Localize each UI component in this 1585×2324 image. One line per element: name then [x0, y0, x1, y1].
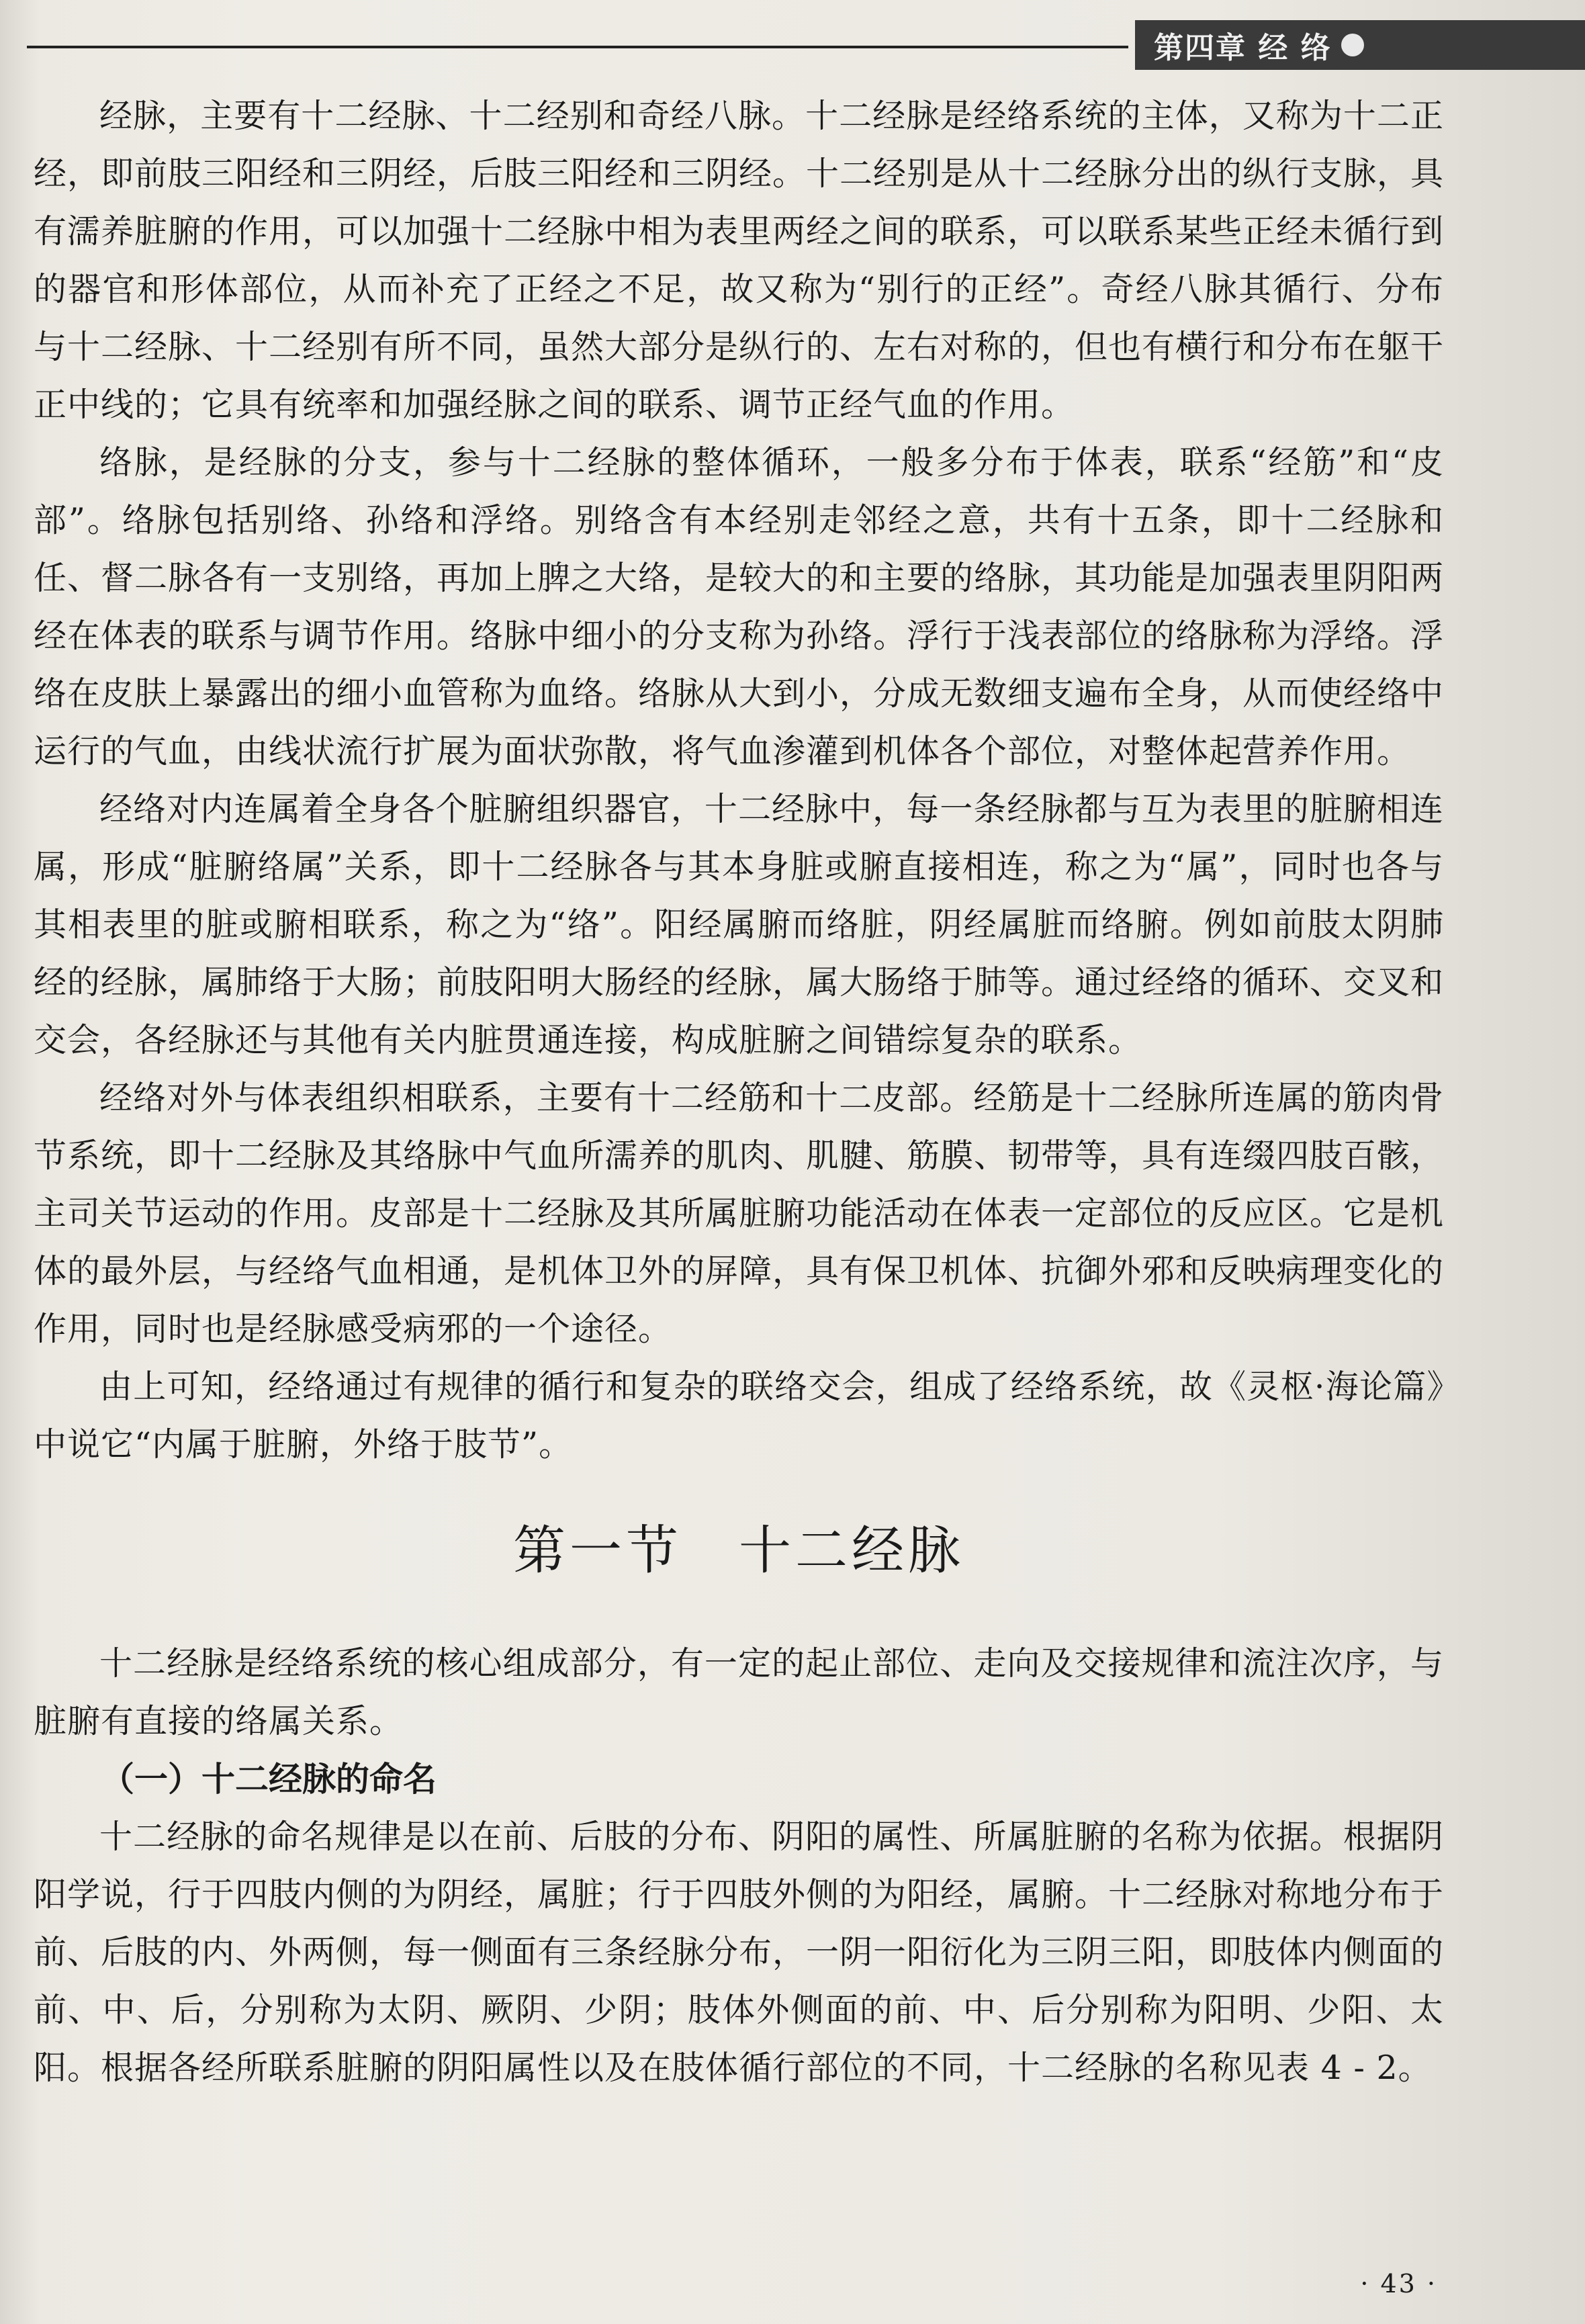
page-number: · 43 ·: [1360, 2269, 1437, 2298]
paragraph-summary: 由上可知，经络通过有规律的循行和复杂的联络交会，组成了经络系统，故《灵枢·海论篇》中说它“内属于脏腑，外络于肢节”。: [34, 1368, 1444, 1464]
section-body: 十二经脉的命名规律是以在前、后肢的分布、阴阳的属性、所属脏腑的名称为依据。根据阴阳学说，行于四肢内侧的为阴经，属脏；行于四肢外侧的为阳经，属腑。十二经脉对称地分布于前、后肢的内、外两侧，每一侧面有三条经脉分布，一阴一阳衍化为三阴三阳，即肢体内侧面的前、中、后，分别称为太阴、厥阴、少阴；肢体外侧面的前、中、后分别称为阳明、少阳、太阳。根据各经所联系脏腑的阴阳属性以及在肢体循行部位的不同，十二经脉的名称见表 4 - 2。: [34, 1818, 1445, 2087]
section-intro: 十二经脉是经络系统的核心组成部分，有一定的起止部位、走向及交接规律和流注次序，与脏腑有直接的络属关系。: [34, 1644, 1444, 1740]
subsection-heading: （一）十二经脉的命名: [101, 1760, 437, 1799]
paragraph-meridians: 经脉，主要有十二经脉、十二经别和奇经八脉。十二经脉是经络系统的主体，又称为十二正经，即前肢三阳经和三阴经，后肢三阳经和三阴经。十二经别是从十二经脉分出的纵行支脉，具有濡养脏腑的作用，可以加强十二经脉中相为表里两经之间的联系，可以联系某些正经未循行到的器官和形体部位，从而补充了正经之不足，故又称为“别行的正经”。奇经八脉其循行、分布与十二经脉、十二经别有所不同，虽然大部分是纵行的、左右对称的，但也有横行和分布在躯干正中线的；它具有统率和加强经脉之间的联系、调节正经气血的作用。: [34, 97, 1445, 424]
paragraph-collaterals: 络脉，是经脉的分支，参与十二经脉的整体循环，一般多分布于体表，联系“经筋”和“皮部”。络脉包括别络、孙络和浮络。别络含有本经别走邻经之意，共有十五条，即十二经脉和任、督二脉各有一支别络，再加上脾之大络，是较大的和主要的络脉，其功能是加强表里阴阳两经在体表的联系与调节作用。络脉中细小的分支称为孙络。浮行于浅表部位的络脉称为浮络。浮络在皮肤上暴露出的细小血管称为血络。络脉从大到小，分成无数细支遍布全身，从而使经络中运行的气血，由线状流行扩展为面状弥散，将气血渗灌到机体各个部位，对整体起营养作用。: [34, 443, 1445, 770]
paragraph-internal-connection: 经络对内连属着全身各个脏腑组织器官，十二经脉中，每一条经脉都与互为表里的脏腑相连属，形成“脏腑络属”关系，即十二经脉各与其本身脏或腑直接相连，称之为“属”，同时也各与其相表里的脏或腑相联系，称之为“络”。阳经属腑而络脏，阴经属脏而络腑。例如前肢太阴肺经的经脉，属肺络于大肠；前肢阳明大肠经的经脉，属大肠络于肺等。通过经络的循环、交叉和交会，各经脉还与其他有关内脏贯通连接，构成脏腑之间错综复杂的联系。: [34, 790, 1445, 1059]
header-rule: [27, 46, 1128, 48]
section-title: 第一节 十二经脉: [512, 1521, 964, 1581]
running-header: [1135, 20, 1585, 70]
header-circle-icon: [1341, 34, 1364, 56]
paragraph-external-connection: 经络对外与体表组织相联系，主要有十二经筋和十二皮部。经筋是十二经脉所连属的筋肉骨节系统，即十二经脉及其络脉中气血所濡养的肌肉、肌腱、筋膜、韧带等，具有连缀四肢百骸，主司关节运动的作用。皮部是十二经脉及其所属脏腑功能活动在体表一定部位的反应区。它是机体的最外层，与经络气血相通，是机体卫外的屏障，具有保卫机体、抗御外邪和反映病理变化的作用，同时也是经脉感受病邪的一个途径。: [34, 1079, 1445, 1348]
chapter-label: 第四章 经 络: [1154, 31, 1332, 65]
main-text: [34, 87, 1444, 2097]
